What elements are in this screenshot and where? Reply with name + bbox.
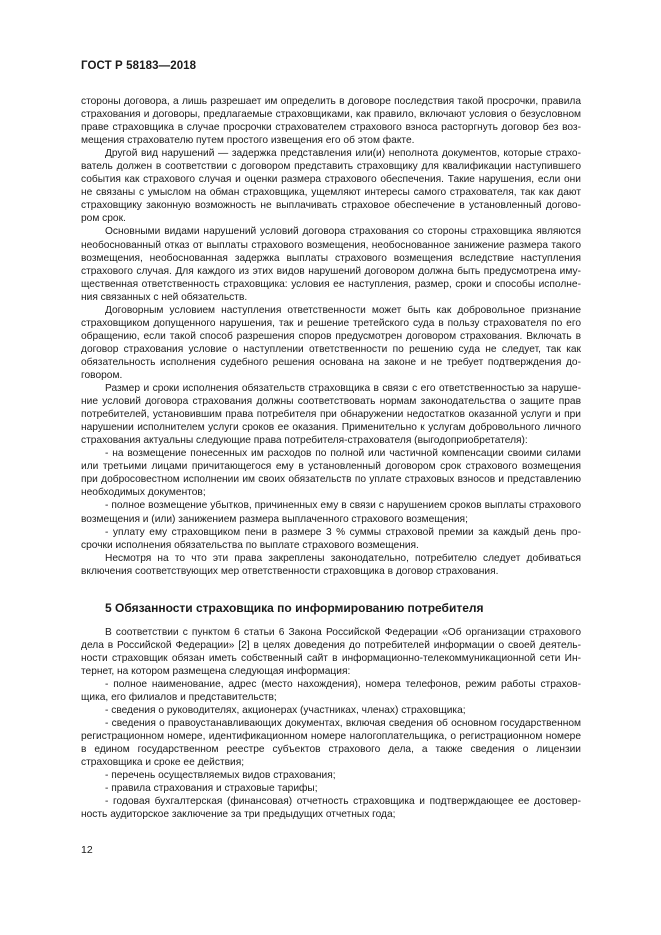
list-item: - перечень осуществляемых видов страхования; — [105, 770, 336, 782]
paragraph-continuation: стороны договора, а лишь разрешает им определить в договоре последствия такой просрочки, правила страхования и договоры, предлагаемые страховщиками, как правило, включают условия о безусловном праве страховщика в случае просрочки страхователем страхового взноса расторгнуть договор без возмещения страхователю путем простого извещения его об этом факте. — [81, 96, 581, 147]
list-item: - годовая бухгалтерская (финансовая) отчетность страховщика и подтверждающее ее достоверность аудиторское заключение за три предыдущих отчетных года; — [81, 796, 581, 821]
list-item: - сведения о руководителях, акционерах (участниках, членах) страховщика; — [105, 705, 466, 717]
list-item: - правила страхования и страховые тарифы; — [105, 783, 318, 795]
paragraph: Несмотря на то что эти права закреплены законодательно, потребителю следует добиваться включения соответствующих мер ответственности страховщика в договор страхования. — [81, 552, 581, 577]
page-number: 12 — [81, 844, 93, 856]
list-item: - уплату ему страховщиком пени в размере 3 % суммы страховой премии за каждый день просрочки исполнения обязательства по выплате страхового возмещения. — [81, 526, 581, 551]
list-item: - полное возмещение убытков, причиненных ему в связи с нарушением сроков выплаты страхового возмещения и (или) занижением размера выплаченного страхового возмещения; — [81, 500, 581, 525]
list-item: - полное наименование, адрес (место нахождения), номера телефонов, режим работы страховщика, его филиалов и представительств; — [81, 678, 581, 703]
paragraph: Договорным условием наступления ответственности может быть как добровольное признание страховщиком допущенного нарушения, так и решение третейского суда в пользу страхователя по его обращению, если такой способ разрешения споров предусмотрен договором страхования. Включать в договор страхования условие о наступлении ответственности по решению суда не следует, так как обязательность исполнения судебного решения основана на законе и не требует подтверждения договором. — [81, 304, 581, 381]
standard-code-header: ГОСТ Р 58183—2018 — [81, 60, 197, 72]
section-heading: 5 Обязанности страховщика по информированию потребителя — [105, 600, 484, 615]
paragraph: В соответствии с пунктом 6 статьи 6 Закона Российской Федерации «Об организации страхового дела в Российской Федерации» [2] в целях доведения до потребителей информации о своей деятельности страховщик обязан иметь собственный сайт в информационно-телекоммуникационной сети Интернет, на котором размещена следующая информация: — [81, 626, 581, 677]
body-text — [81, 95, 581, 821]
list-item: - на возмещение понесенных им расходов по полной или частичной компенсации своими силами или третьими лицами причитающегося ему в установленный договором срок страхового возмещения при добросовестном исполнении им своих обязательств по уплате страховых взносов и представлению необходимых документов; — [81, 448, 581, 499]
paragraph: Размер и сроки исполнения обязательств страховщика в связи с его ответственностью за нарушение условий договора страхования должны соответствовать нормам законодательства о защите прав потребителей, установившим права потребителя при обнаружении недостатков оказанной услуги и при нарушении исполнителем услуги сроков ее оказания. Применительно к услугам добровольного личного страхования актуальны следующие права потребителя-страхователя (выгодоприобретателя): — [81, 383, 581, 447]
list-item: - сведения о правоустанавливающих документах, включая сведения об основном государственном регистрационном номере, идентификационном номере налогоплательщика, о регистрационном номере в едином государственном реестре субъектов страхового дела, а также сведения о лицензии страховщика и сроке ее действия; — [81, 718, 581, 769]
paragraph: Основными видами нарушений условий договора страхования со стороны страховщика являются необоснованный отказ от выплаты страхового возмещения, необоснованное занижение размера такого возмещения, необоснованная задержка выплаты страхового возмещения вследствие наступления страхового случая. Для каждого из этих видов нарушений договором должна быть предусмотрена имущественная ответственность страховщика: условия ее наступления, размер, сроки и способы исполнения связанных с ней обязательств. — [81, 226, 581, 303]
paragraph: Другой вид нарушений — задержка представления или(и) неполнота документов, которые страхователь должен в соответствии с договором представить страховщику для квалификации наступившего события как страхового случая и оценки размера страхового обеспечения. Такие нарушения, если они не связаны с умыслом на обман страховщика, ущемляют интересы самого страхователя, так как дают страховщику законную возможность не выплачивать страховое обеспечение в установленный договором срок. — [81, 148, 581, 225]
